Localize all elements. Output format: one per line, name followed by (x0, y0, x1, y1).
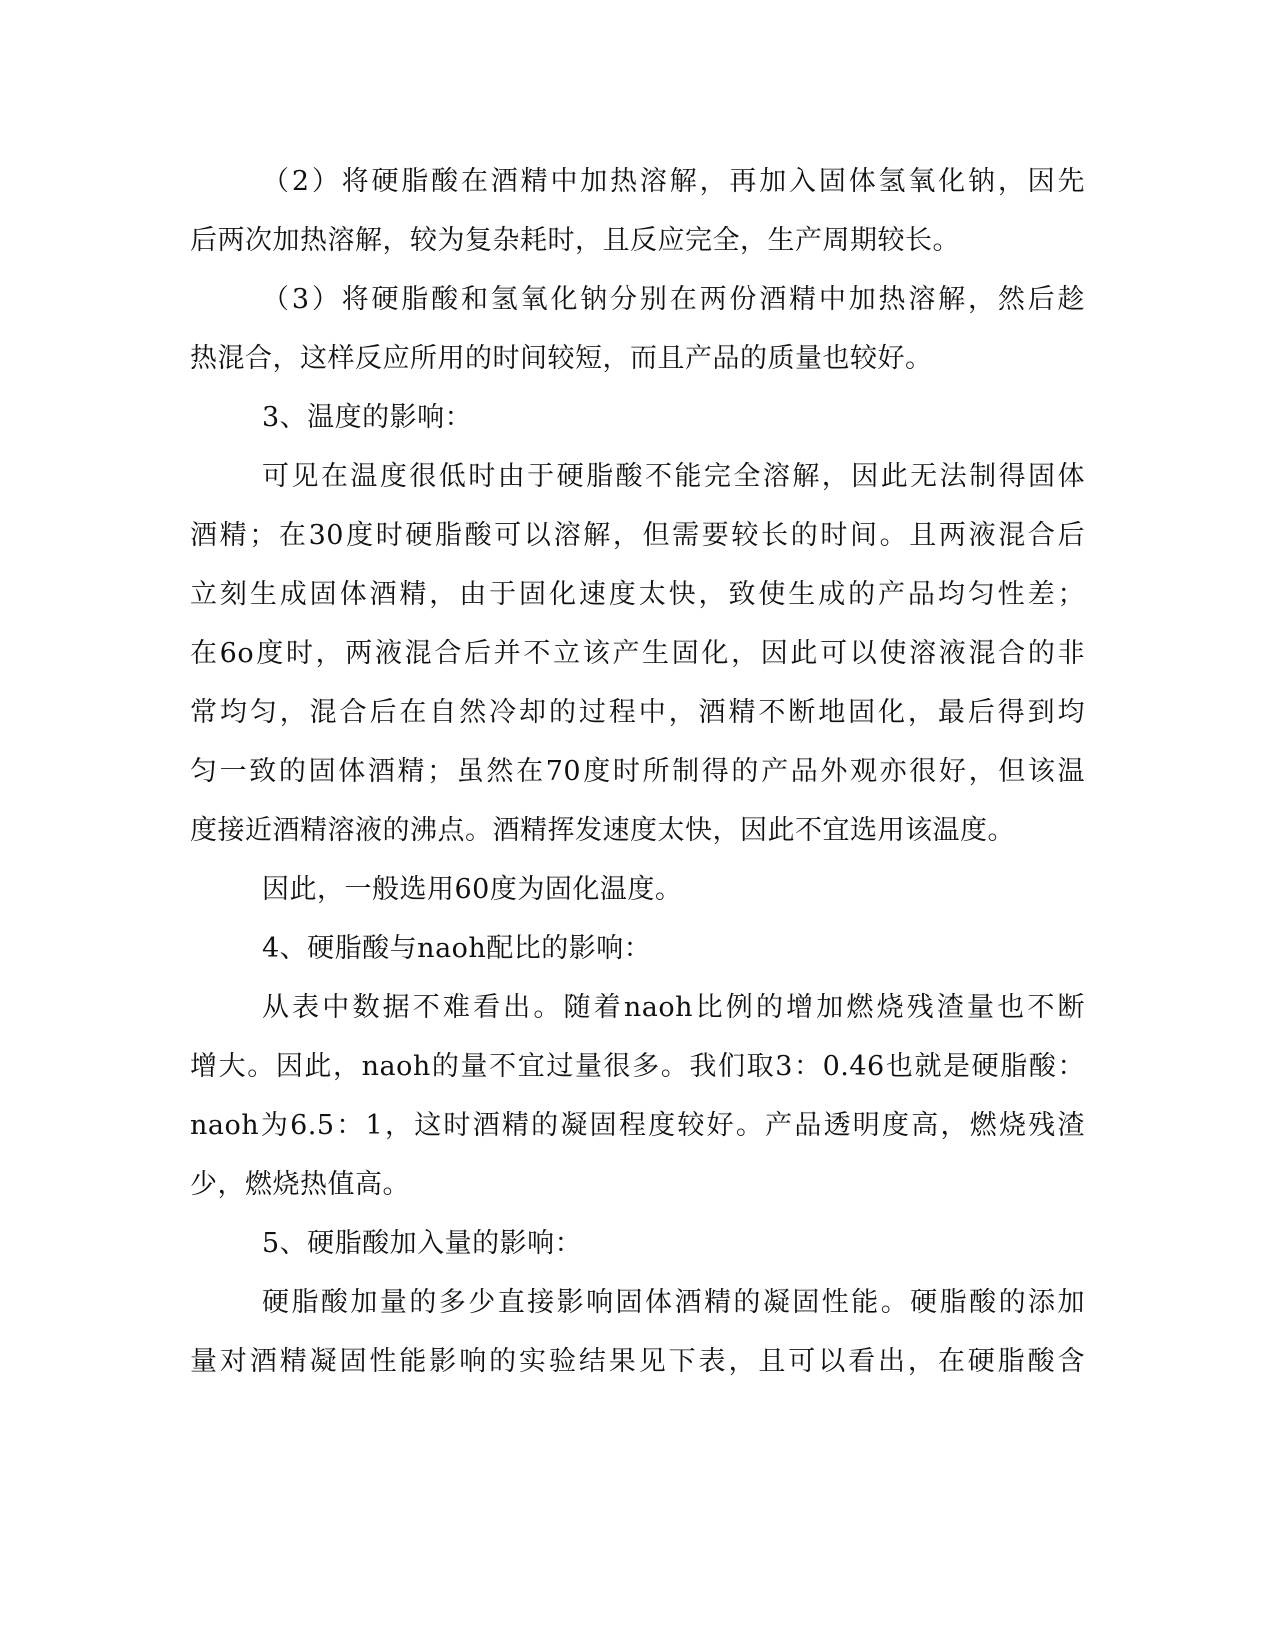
text-line: 硬脂酸加量的多少直接影响固体酒精的凝固性能。硬脂酸的添加 (262, 1287, 1085, 1318)
section-heading: 3、温度的影响： (262, 402, 473, 433)
text-line: 常均匀，混合后在自然冷却的过程中，酒精不断地固化，最后得到均 (190, 697, 1085, 728)
text-line: naoh为6.5：1，这时酒精的凝固程度较好。产品透明度高，燃烧残渣 (190, 1110, 1085, 1141)
text-line: 少，燃烧热值高。 (190, 1169, 410, 1200)
text-line: 从表中数据不难看出。随着naoh比例的增加燃烧残渣量也不断 (262, 992, 1085, 1023)
text-line: 量对酒精凝固性能影响的实验结果见下表，且可以看出，在硬脂酸含 (190, 1346, 1085, 1377)
text-line: 度接近酒精溶液的沸点。酒精挥发速度太快，因此不宜选用该温度。 (190, 815, 1015, 846)
text-line: （3）将硬脂酸和氢氧化钠分别在两份酒精中加热溶解，然后趁 (262, 284, 1085, 315)
text-line: 后两次加热溶解，较为复杂耗时，且反应完全，生产周期较长。 (190, 225, 960, 256)
section-heading: 5、硬脂酸加入量的影响： (262, 1228, 583, 1259)
section-heading: 4、硬脂酸与naoh配比的影响： (262, 933, 652, 964)
text-line: 因此，一般选用60度为固化温度。 (262, 874, 683, 905)
text-line: （2）将硬脂酸在酒精中加热溶解，再加入固体氢氧化钠，因先 (262, 166, 1085, 197)
text-line: 匀一致的固体酒精；虽然在70度时所制得的产品外观亦很好，但该温 (190, 756, 1085, 787)
text-line: 热混合，这样反应所用的时间较短，而且产品的质量也较好。 (190, 343, 933, 374)
text-line: 立刻生成固体酒精，由于固化速度太快，致使生成的产品均匀性差； (190, 579, 1085, 610)
text-line: 可见在温度很低时由于硬脂酸不能完全溶解，因此无法制得固体 (262, 461, 1085, 492)
text-line: 酒精；在30度时硬脂酸可以溶解，但需要较长的时间。且两液混合后 (190, 520, 1085, 551)
text-line: 增大。因此，naoh的量不宜过量很多。我们取3：0.46也就是硬脂酸： (190, 1051, 1085, 1082)
text-line: 在6o度时，两液混合后并不立该产生固化，因此可以使溶液混合的非 (190, 638, 1085, 669)
